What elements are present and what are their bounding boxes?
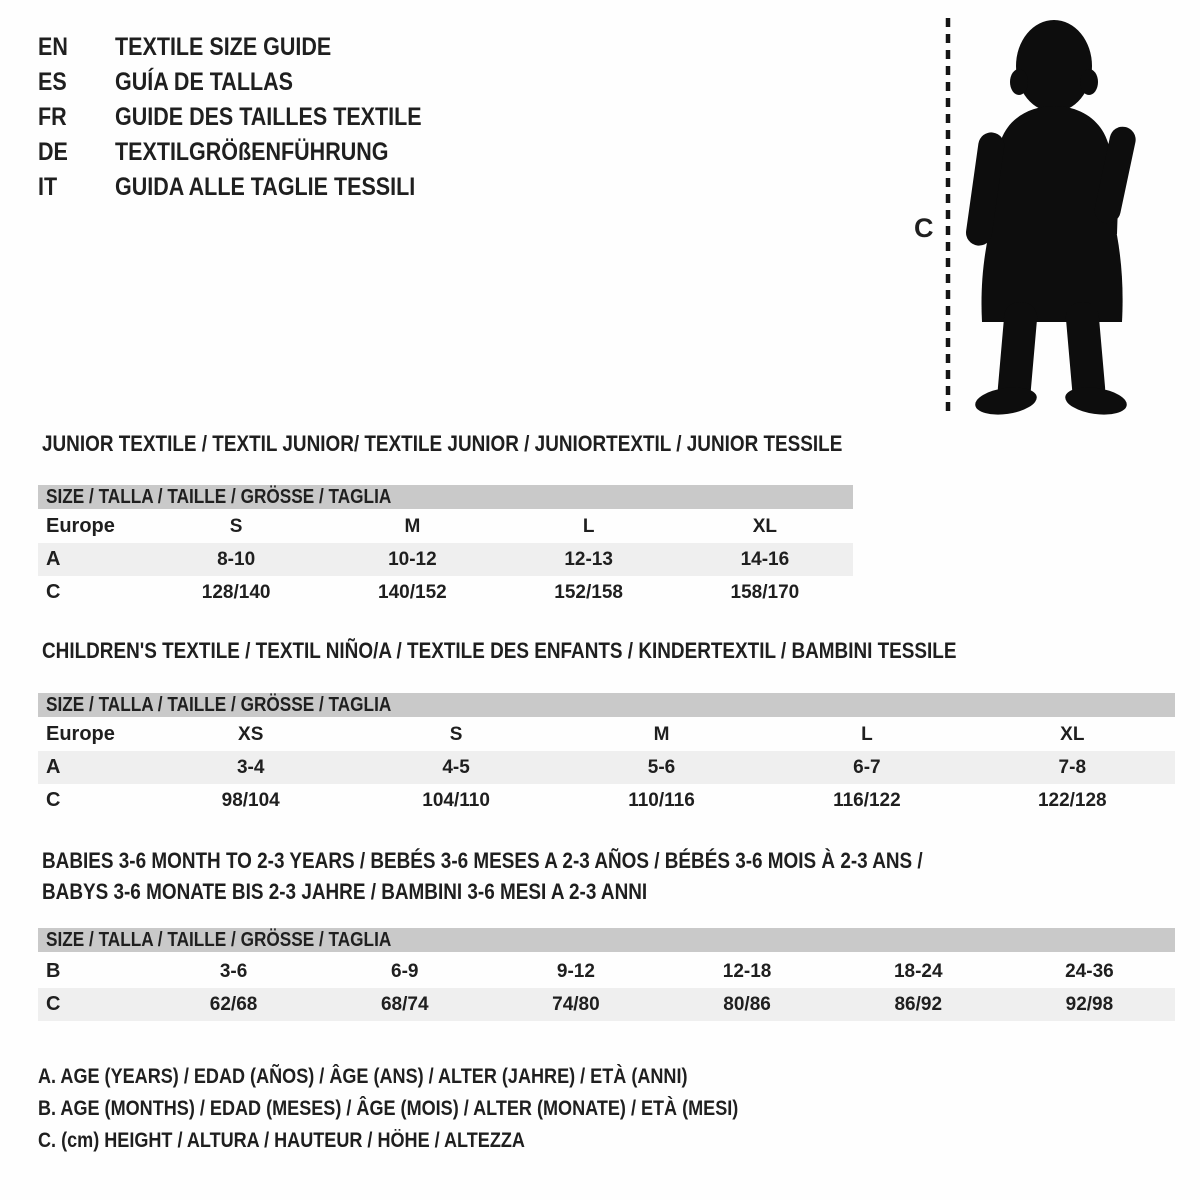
table-row	[38, 718, 1175, 751]
junior-size-table	[38, 428, 853, 618]
toddler-silhouette-icon	[965, 16, 1137, 418]
table-titles	[42, 428, 973, 459]
table-cell: 9-12	[556, 960, 595, 982]
table-cell: 140/152	[378, 581, 447, 603]
table-title: BABYS 3-6 MONATE BIS 2-3 JAHRE / BAMBINI 3-6 MESI A 2-3 ANNI	[42, 879, 648, 904]
legend-line: A. AGE (YEARS) / EDAD (AÑOS) / ÂGE (ANS) / ALTER (JAHRE) / ETÀ (ANNI)	[38, 1065, 688, 1088]
language-row	[38, 170, 472, 205]
table-cell: 128/140	[201, 581, 271, 603]
table-row	[38, 955, 1175, 988]
legend-line: C. (cm) HEIGHT / ALTURA / HAUTEUR / HÖHE / ALTEZZA	[38, 1129, 525, 1152]
table-cell: 14-16	[740, 548, 790, 570]
language-label: TEXTILGRÖßENFÜHRUNG	[115, 138, 389, 166]
row-label: A	[46, 756, 61, 778]
table-rows	[38, 955, 1175, 1021]
table-cell: 152/158	[554, 581, 623, 603]
table-cell: 3-4	[236, 756, 265, 778]
size-header-label: SIZE / TALLA / TAILLE / GRÖSSE / TAGLIA	[46, 694, 392, 716]
table-cell: M	[653, 723, 670, 745]
table-cell: S	[229, 515, 243, 537]
row-label: B	[46, 960, 61, 982]
table-cell: 158/170	[730, 581, 800, 603]
table-cell: XL	[752, 515, 778, 537]
size-header-bar	[38, 928, 1175, 952]
legend-line: B. AGE (MONTHS) / EDAD (MESES) / ÂGE (MOIS) / ALTER (MONATE) / ETÀ (MESI)	[38, 1097, 739, 1120]
table-cell: 6-9	[391, 960, 419, 982]
table-cell: 18-24	[893, 960, 943, 982]
language-row	[38, 135, 472, 170]
table-rows	[38, 718, 1175, 817]
table-cell: 62/68	[209, 993, 258, 1015]
row-label: C	[46, 993, 61, 1015]
table-cell: 7-8	[1058, 756, 1087, 778]
table-cell: XS	[238, 723, 264, 745]
table-row	[38, 784, 1175, 817]
language-row	[38, 65, 472, 100]
table-cell: 4-5	[442, 756, 470, 778]
height-measure-label: C	[914, 213, 934, 243]
table-row	[38, 510, 853, 543]
table-row	[38, 988, 1175, 1021]
language-label: GUÍA DE TALLAS	[115, 68, 293, 96]
language-code: DE	[38, 138, 68, 166]
table-cell: 104/110	[422, 789, 490, 811]
table-title: BABIES 3-6 MONTH TO 2-3 YEARS / BEBÉS 3-6 MESES A 2-3 AÑOS / BÉBÉS 3-6 MOIS À 2-3 ANS /	[42, 848, 923, 873]
language-list	[38, 30, 472, 205]
table-title: JUNIOR TEXTILE / TEXTIL JUNIOR/ TEXTILE JUNIOR / JUNIORTEXTIL / JUNIOR TESSILE	[42, 431, 843, 456]
size-header-label: SIZE / TALLA / TAILLE / GRÖSSE / TAGLIA	[46, 486, 392, 508]
table-cell: 110/116	[628, 789, 695, 811]
table-cell: 8-10	[217, 548, 256, 570]
table-cell: S	[449, 723, 463, 745]
language-label: TEXTILE SIZE GUIDE	[115, 33, 332, 61]
table-row	[38, 751, 1175, 784]
height-measure-line	[943, 16, 953, 418]
table-row	[38, 576, 853, 609]
size-header-bar	[38, 485, 853, 509]
table-cell: 68/74	[380, 993, 429, 1015]
row-label: A	[46, 548, 61, 570]
table-cell: 12-13	[564, 548, 613, 570]
row-label: C	[46, 581, 61, 603]
table-rows	[38, 510, 853, 609]
size-header-bar	[38, 693, 1175, 717]
table-cell: XL	[1060, 723, 1085, 745]
table-cell: 5-6	[647, 756, 676, 778]
table-cell: 86/92	[894, 993, 943, 1015]
table-cell: M	[404, 515, 421, 537]
table-cell: 116/122	[833, 789, 901, 811]
language-code: ES	[38, 68, 67, 96]
table-cell: 92/98	[1065, 993, 1114, 1015]
babies-size-table	[38, 845, 1175, 1030]
language-code: IT	[38, 173, 58, 201]
table-titles	[42, 635, 1105, 666]
children-size-table	[38, 635, 1175, 825]
language-label: GUIDA ALLE TAGLIE TESSILI	[115, 173, 416, 201]
legend	[38, 1061, 852, 1157]
row-label: C	[46, 789, 61, 811]
language-code: EN	[38, 33, 68, 61]
table-title: CHILDREN'S TEXTILE / TEXTIL NIÑO/A / TEXTILE DES ENFANTS / KINDERTEXTIL / BAMBINI TESSILE	[42, 638, 957, 663]
table-cell: 24-36	[1065, 960, 1114, 982]
table-cell: 10-12	[388, 548, 437, 570]
table-cell: 74/80	[552, 993, 600, 1015]
language-code: FR	[38, 103, 67, 131]
row-label: Europe	[46, 515, 115, 537]
table-cell: 6-7	[853, 756, 881, 778]
table-cell: 12-18	[722, 960, 772, 982]
table-row	[38, 543, 853, 576]
table-cell: 3-6	[219, 960, 248, 982]
table-cell: 122/128	[1037, 789, 1107, 811]
language-row	[38, 100, 472, 135]
table-cell: L	[582, 515, 595, 537]
table-cell: 80/86	[723, 993, 771, 1015]
size-header-label: SIZE / TALLA / TAILLE / GRÖSSE / TAGLIA	[46, 929, 392, 951]
table-cell: L	[861, 723, 873, 745]
language-row	[38, 30, 472, 65]
row-label: Europe	[46, 723, 115, 745]
table-titles	[42, 845, 1175, 907]
language-label: GUIDE DES TAILLES TEXTILE	[115, 103, 422, 131]
table-cell: 98/104	[221, 789, 280, 811]
